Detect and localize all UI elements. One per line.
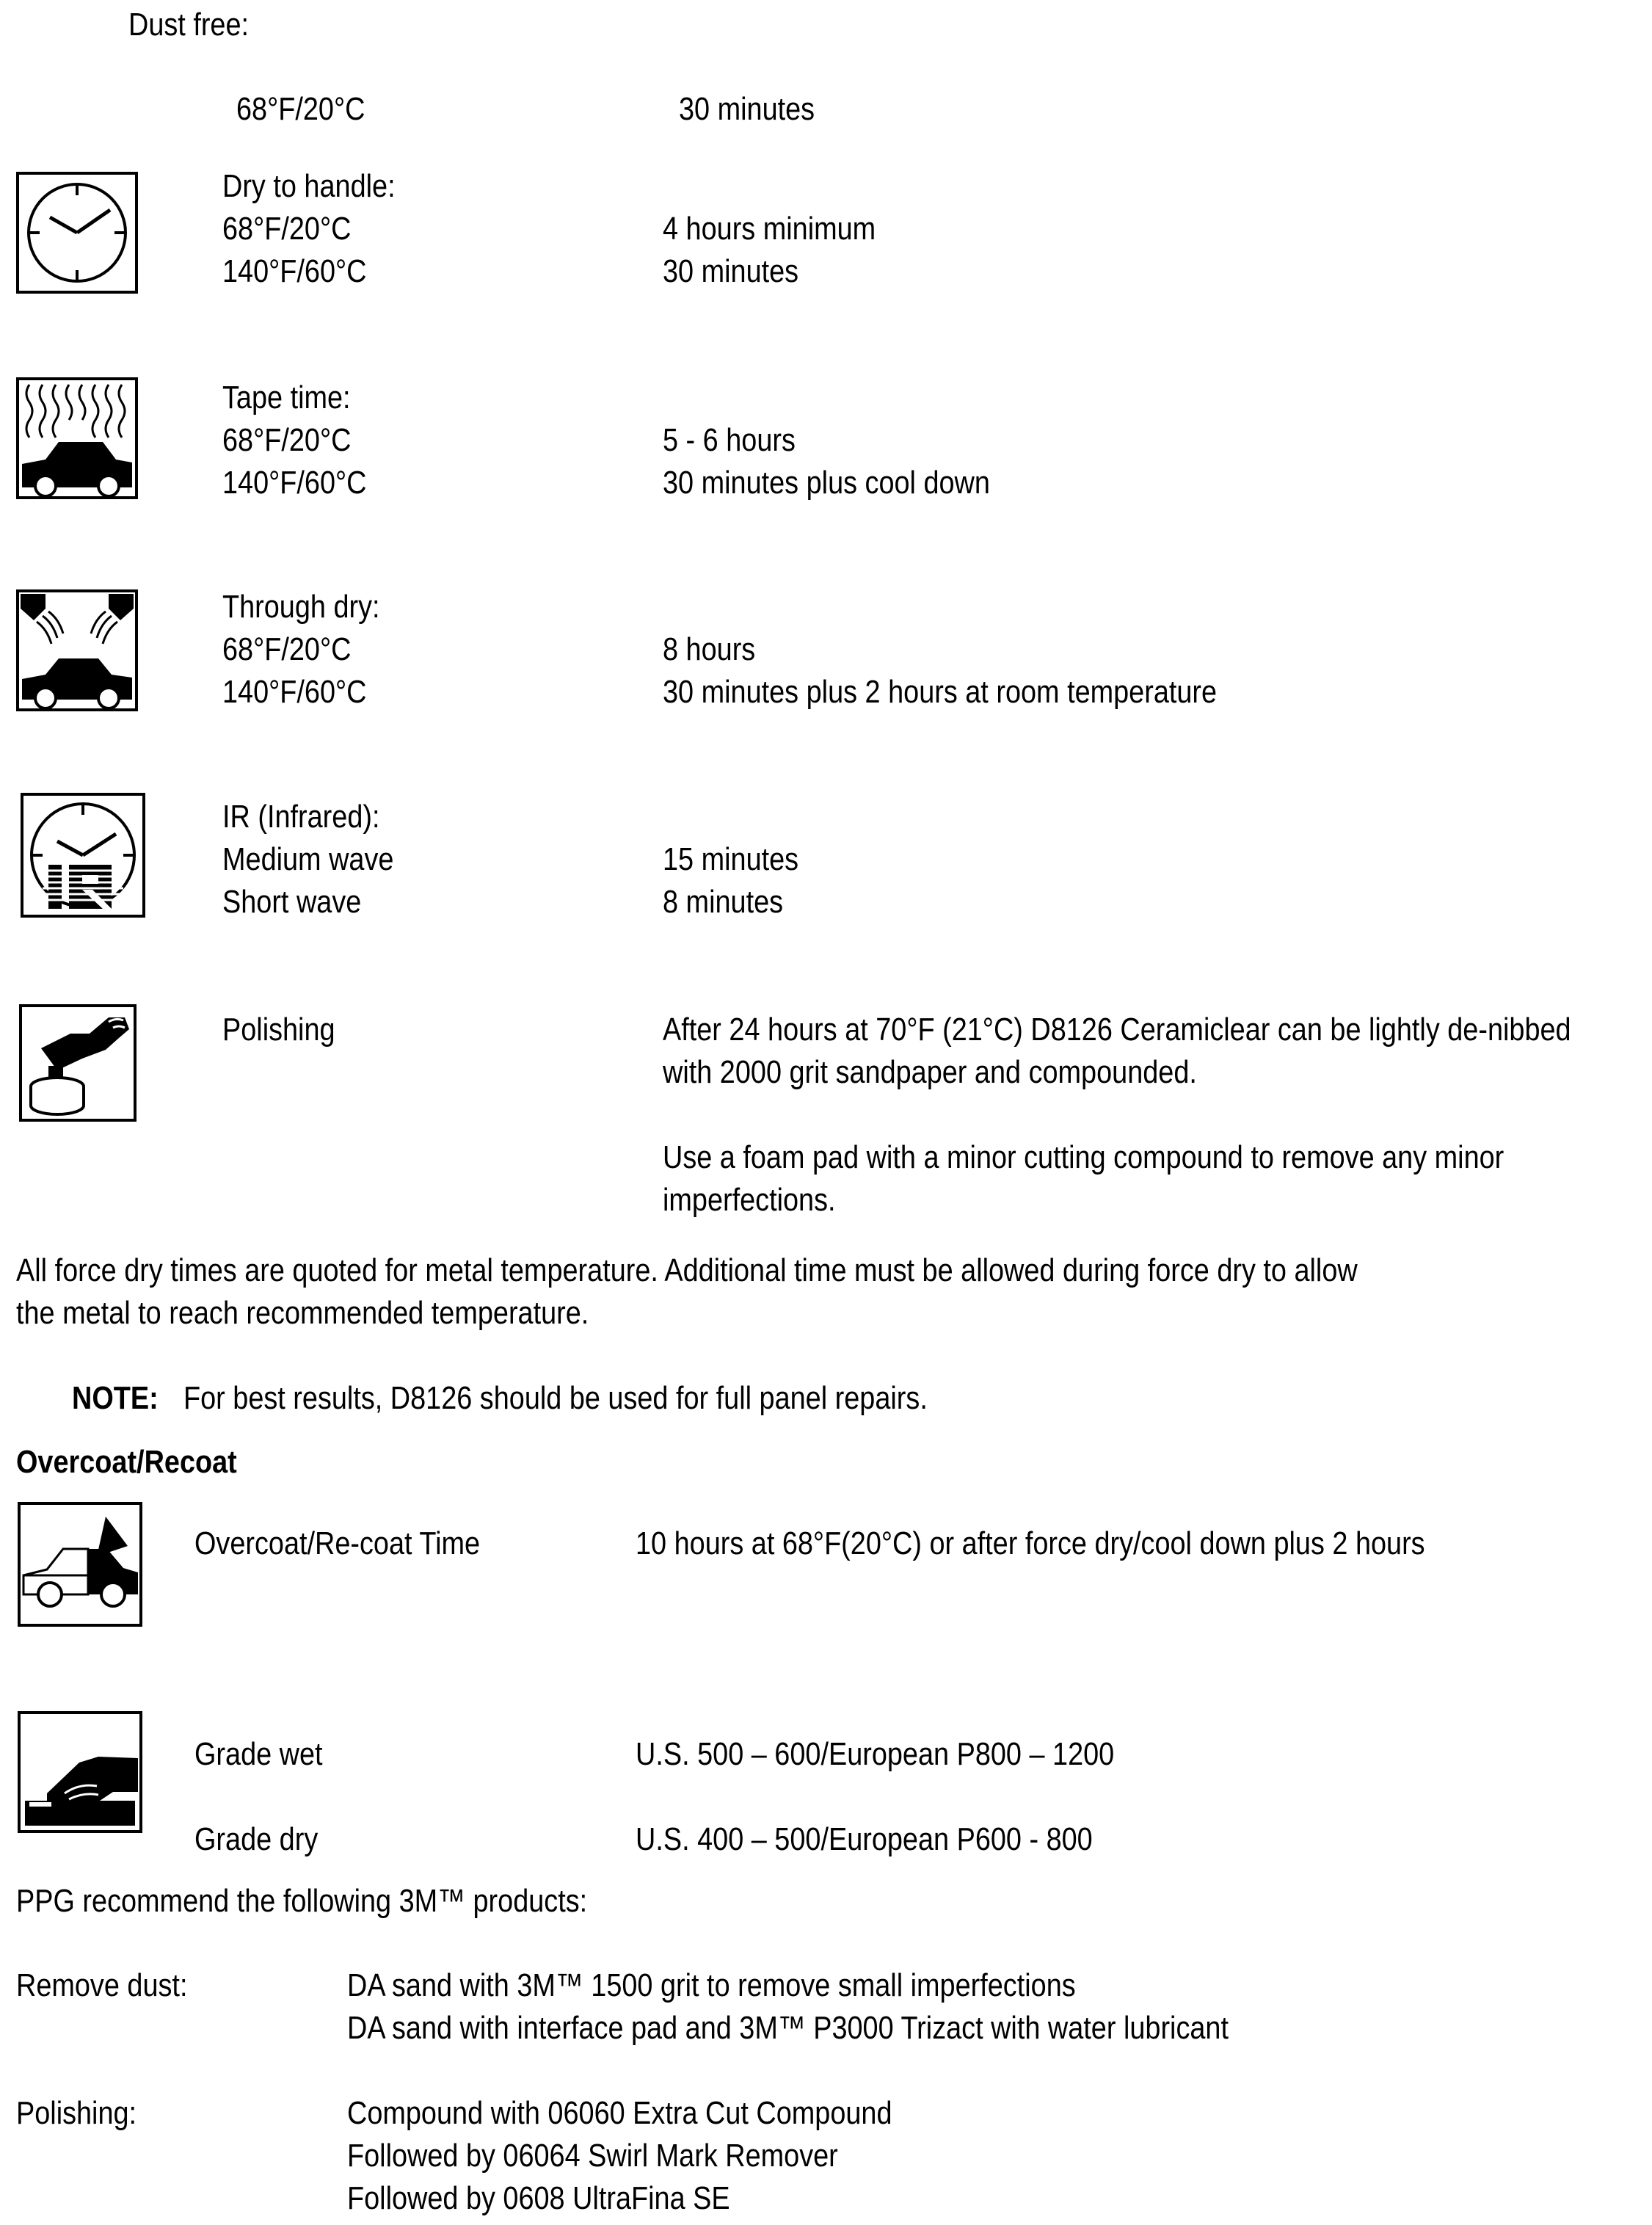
grade-dry-value: U.S. 400 – 500/European P600 - 800 (636, 1821, 1093, 1857)
dry-to-handle-line-1: 68°F/20°C (222, 211, 352, 247)
polishing-line-2: Followed by 06064 Swirl Mark Remover (347, 2138, 838, 2174)
recommend-text: PPG recommend the following 3M™ products: (16, 1883, 588, 1919)
remove-dust-line-1: DA sand with 3M™ 1500 grit to remove small imperfections (347, 1967, 1076, 2003)
ir-value-1: 15 minutes (663, 841, 799, 877)
overcoat-value: 10 hours at 68°F(20°C) or after force dry/cool down plus 2 hours (636, 1525, 1425, 1561)
car-spray-icon (16, 589, 138, 711)
tape-time-line-1: 68°F/20°C (222, 422, 352, 458)
note-text: For best results, D8126 should be used for full panel repairs. (183, 1380, 928, 1416)
overcoat-label: Overcoat/Re-coat Time (194, 1525, 481, 1561)
dust-free-title: Dust free: (128, 7, 250, 43)
infrared-clock-icon (21, 793, 145, 918)
through-dry-line-1: 68°F/20°C (222, 631, 352, 667)
polisher-icon (19, 1004, 137, 1122)
note-label: NOTE: (72, 1380, 159, 1416)
force-dry-note-1: All force dry times are quoted for metal temperature. Additional time must be allowed during force dry to allow (16, 1252, 1358, 1288)
remove-dust-line-2: DA sand with interface pad and 3M™ P3000 Trizact with water lubricant (347, 2010, 1229, 2046)
dry-to-handle-line-2: 140°F/60°C (222, 253, 367, 289)
dry-to-handle-label: Dry to handle: (222, 168, 396, 204)
force-dry-note-2: the metal to reach recommended temperature. (16, 1295, 589, 1331)
ir-line-1: Medium wave (222, 841, 394, 877)
polishing-row-label: Polishing (222, 1012, 335, 1048)
tape-time-line-2: 140°F/60°C (222, 465, 367, 501)
car-heat-icon (16, 377, 138, 499)
polishing-text-1: After 24 hours at 70°F (21°C) D8126 Ceramiclear can be lightly de-nibbed (663, 1012, 1571, 1048)
dry-to-handle-value-2: 30 minutes (663, 253, 799, 289)
polishing-line-3: Followed by 0608 UltraFina SE (347, 2180, 730, 2216)
through-dry-label: Through dry: (222, 589, 380, 625)
polishing-text-2: with 2000 grit sandpaper and compounded. (663, 1054, 1197, 1090)
overcoat-heading: Overcoat/Recoat (16, 1444, 237, 1480)
ir-label: IR (Infrared): (222, 799, 380, 835)
grade-wet-value: U.S. 500 – 600/European P800 – 1200 (636, 1736, 1115, 1772)
through-dry-line-2: 140°F/60°C (222, 674, 367, 710)
polishing-label: Polishing: (16, 2095, 137, 2131)
polishing-line-1: Compound with 06060 Extra Cut Compound (347, 2095, 892, 2131)
remove-dust-label: Remove dust: (16, 1967, 188, 2003)
hand-sanding-icon (18, 1711, 142, 1833)
grade-dry-label: Grade dry (194, 1821, 319, 1857)
polishing-text-3: Use a foam pad with a minor cutting compound to remove any minor (663, 1139, 1504, 1175)
dust-free-time: 30 minutes (679, 91, 815, 127)
through-dry-value-1: 8 hours (663, 631, 756, 667)
through-dry-value-2: 30 minutes plus 2 hours at room temperature (663, 674, 1218, 710)
polishing-text-4: imperfections. (663, 1182, 836, 1218)
tape-time-label: Tape time: (222, 380, 351, 415)
ir-value-2: 8 minutes (663, 884, 784, 920)
tape-time-value-1: 5 - 6 hours (663, 422, 796, 458)
ir-line-2: Short wave (222, 884, 362, 920)
grade-wet-label: Grade wet (194, 1736, 323, 1772)
tape-time-value-2: 30 minutes plus cool down (663, 465, 990, 501)
dust-free-temp: 68°F/20°C (236, 91, 365, 127)
clock-icon (16, 172, 138, 294)
car-overcoat-icon (18, 1502, 142, 1627)
dry-to-handle-value-1: 4 hours minimum (663, 211, 876, 247)
